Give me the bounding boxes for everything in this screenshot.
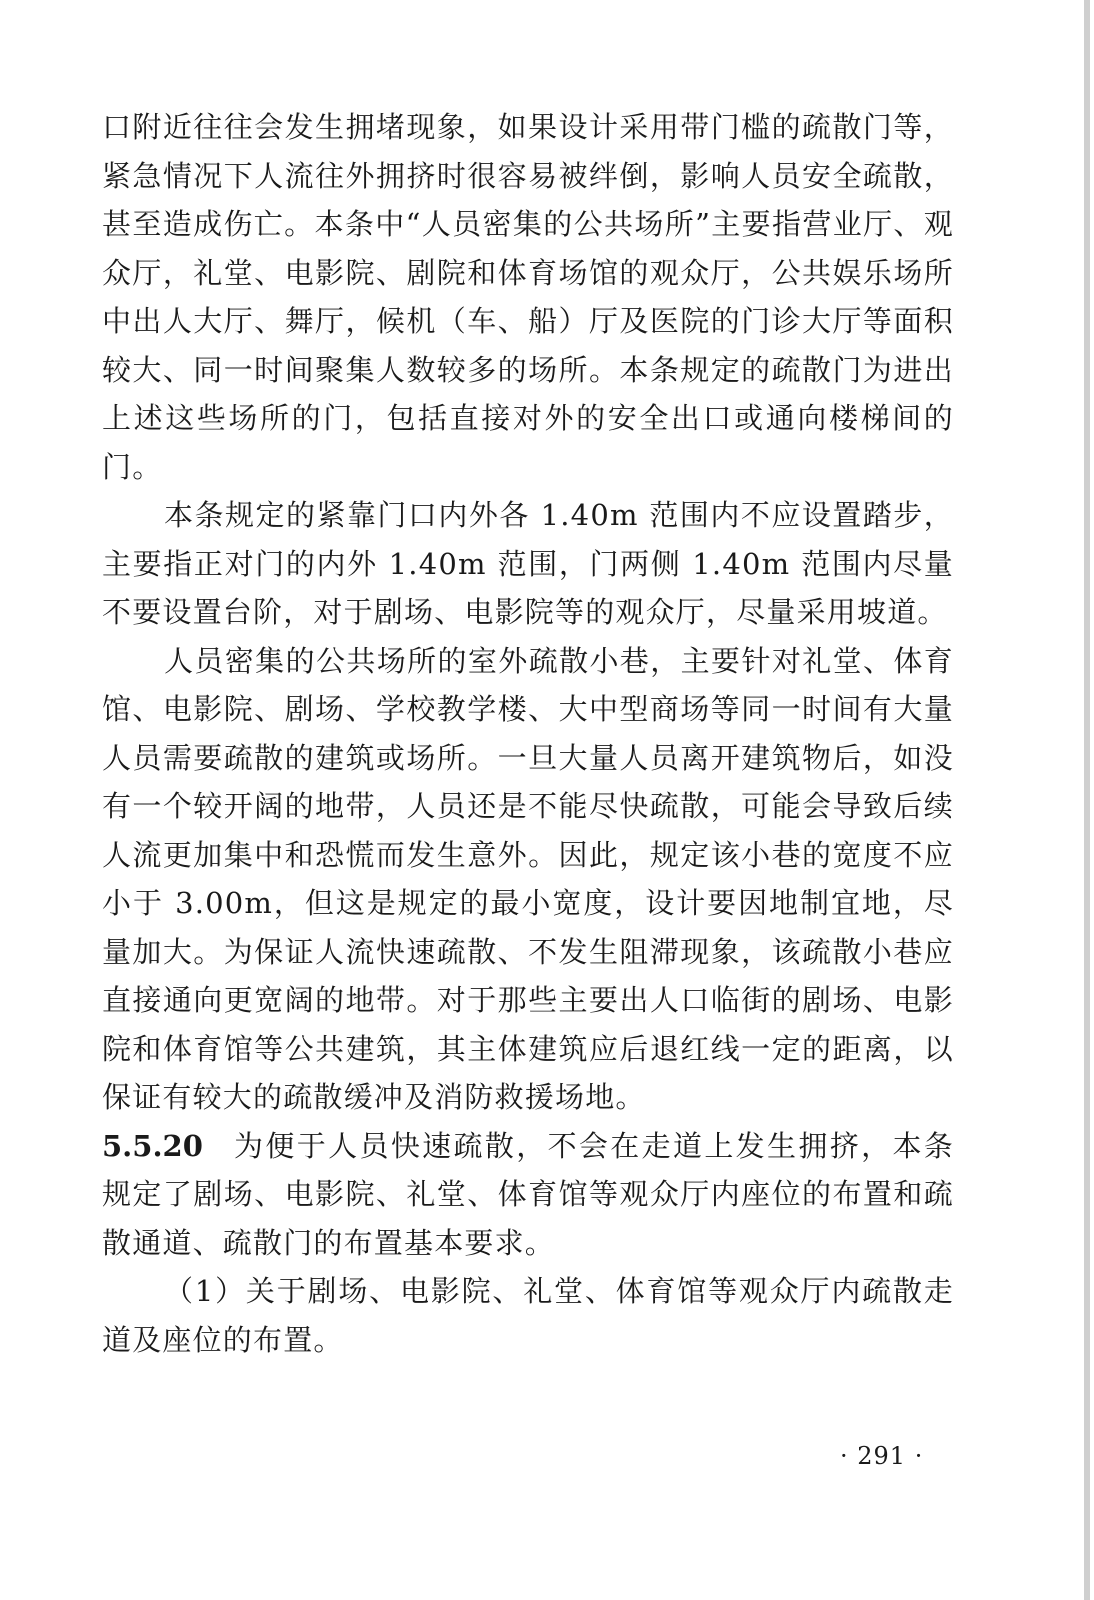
paragraph-evacuation-alley: 人员密集的公共场所的室外疏散小巷，主要针对礼堂、体育馆、电影院、剧场、学校教学楼、大中型商场等同一时间有大量人员需要疏散的建筑或场所。一旦大量人员离开建筑物后，如没有一个较开阔的地带，人员还是不能尽快疏散，可能会导致后续人流更加集中和恐慌而发生意外。因此，规定该小巷的宽度不应小于 3.00m，但这是规定的最小宽度，设计要因地制宜地，尽量加大。为保证人流快速疏散、不发生阻滞现象，该疏散小巷应直接通向更宽阔的地带。对于那些主要出人口临街的剧场、电影院和体育馆等公共建筑，其主体建筑应后退红线一定的距离，以保证有较大的疏散缓冲及消防救援场地。 — [102, 643, 954, 1114]
paragraph-clause-5-5-20 — [102, 1122, 954, 1268]
paragraph-continued-text: 口附近往往会发生拥堵现象，如果设计采用带门槛的疏散门等，紧急情况下人流往外拥挤时很容易被绊倒，影响人员安全疏散，甚至造成伤亡。本条中“人员密集的公共场所”主要指营业厅、观众厅，礼堂、电影院、剧院和体育场馆的观众厅，公共娱乐场所中出人大厅、舞厅，候机（车、船）厅及医院的门诊大厅等面积较大、同一时间聚集人数较多的场所。本条规定的疏散门为进出上述这些场所的门，包括直接对外的安全出口或通向楼梯间的门。 — [102, 110, 954, 484]
page-edge-shadow — [1084, 0, 1090, 1600]
clause-text: 为便于人员快速疏散，不会在走道上发生拥挤，本条规定了剧场、电影院、礼堂、体育馆等观众厅内座位的布置和疏散通道、疏散门的布置基本要求。 — [102, 1128, 954, 1260]
body-text — [102, 103, 954, 1364]
page-number: · 291 · — [840, 1442, 924, 1470]
paragraph-door-steps: 本条规定的紧靠门口内外各 1.40m 范围内不应设置踏步，主要指正对门的内外 1.40m 范围，门两侧 1.40m 范围内尽量不要设置台阶，对于剧场、电影院等的观众厅，尽量采用坡道。 — [102, 498, 954, 629]
paragraph-item-1: （1）关于剧场、电影院、礼堂、体育馆等观众厅内疏散走道及座位的布置。 — [102, 1274, 954, 1357]
clause-number: 5.5.20 — [102, 1128, 203, 1163]
